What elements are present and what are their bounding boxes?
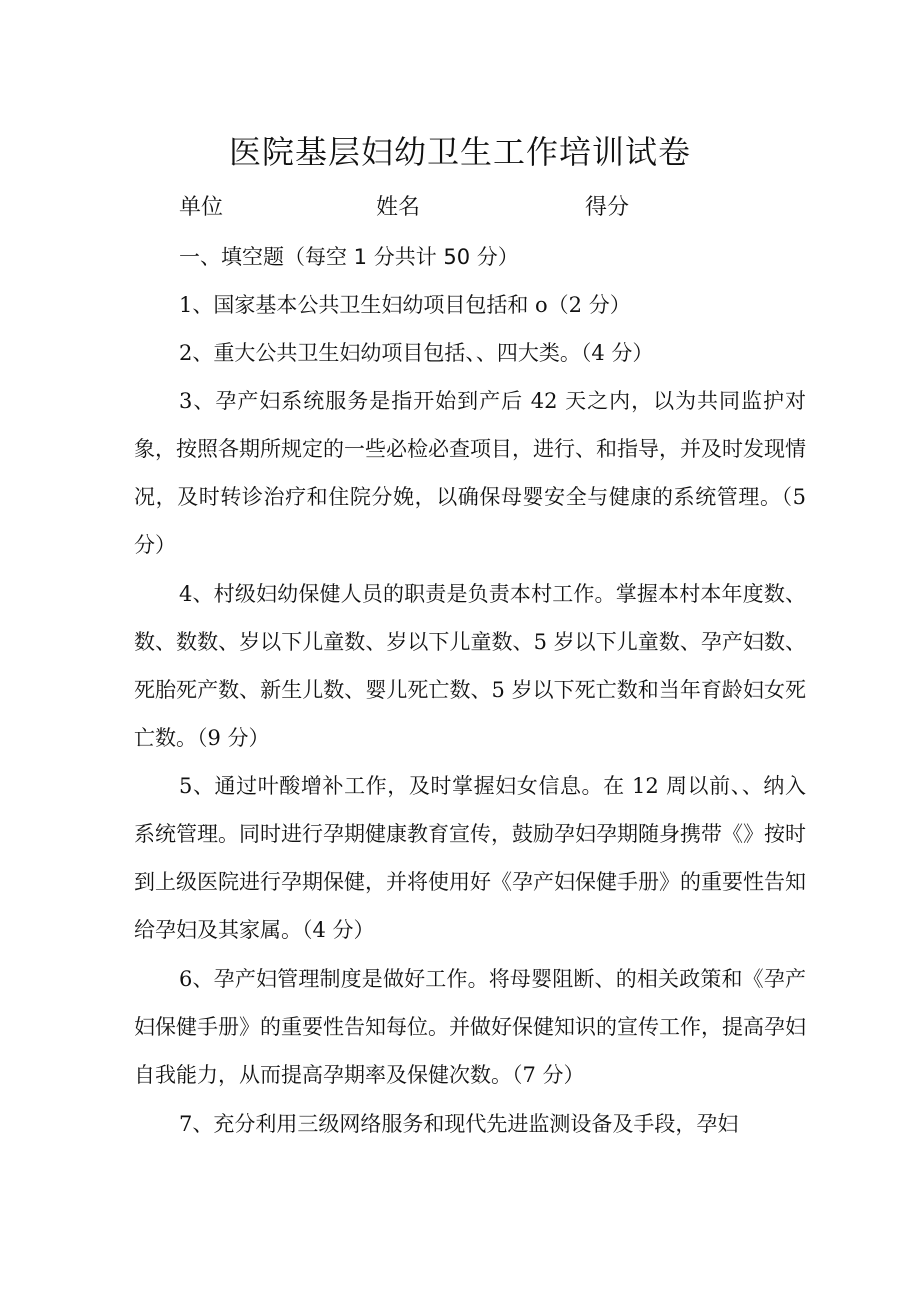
question-7: 7、充分利用三级网络服务和现代先进监测设备及手段，孕妇: [179, 1112, 739, 1136]
exam-header-fields: [0, 190, 920, 226]
question-4: 4、村级妇幼保健人员的职责是负责本村工作。掌握本村本年度数、数、数数、岁以下儿童数、岁以下儿童数、5 岁以下儿童数、孕产妇数、死胎死产数、新生儿数、婴儿死亡数、5 岁以下死亡数和当年育龄妇女死亡数。（9 分）: [134, 582, 806, 750]
unit-label: 单位: [179, 195, 224, 220]
score-label: 得分: [585, 195, 630, 220]
name-label: 姓名: [376, 195, 421, 220]
question-5: 5、通过叶酸增补工作，及时掌握妇女信息。在 12 周以前、、纳入系统管理。同时进行孕期健康教育宣传，鼓励孕妇孕期随身携带《》按时到上级医院进行孕期保健，并将使用好《孕产妇保健手册》的重要性告知给孕妇及其家属。（4 分）: [134, 774, 806, 942]
question-3: 3、孕产妇系统服务是指开始到产后 42 天之内，以为共同监护对象，按照各期所规定的一些必检必查项目，进行、和指导，并及时发现情况，及时转诊治疗和住院分娩，以确保母婴安全与健康的系统管理。（5 分）: [134, 389, 806, 557]
question-2: 2、重大公共卫生妇幼项目包括、、四大类。（4 分）: [179, 341, 654, 365]
section-heading-fill-in-blank: 一、填空题（每空 1 分共计 50 分）: [179, 245, 519, 269]
question-1: 1、国家基本公共卫生妇幼项目包括和 o（2 分）: [179, 293, 631, 317]
question-6: 6、孕产妇管理制度是做好工作。将母婴阻断、的相关政策和《孕产妇保健手册》的重要性告知每位。并做好保健知识的宣传工作，提高孕妇自我能力，从而提高孕期率及保健次数。（7 分）: [134, 967, 806, 1087]
page-title: 医院基层妇幼卫生工作培训试卷: [228, 133, 691, 171]
